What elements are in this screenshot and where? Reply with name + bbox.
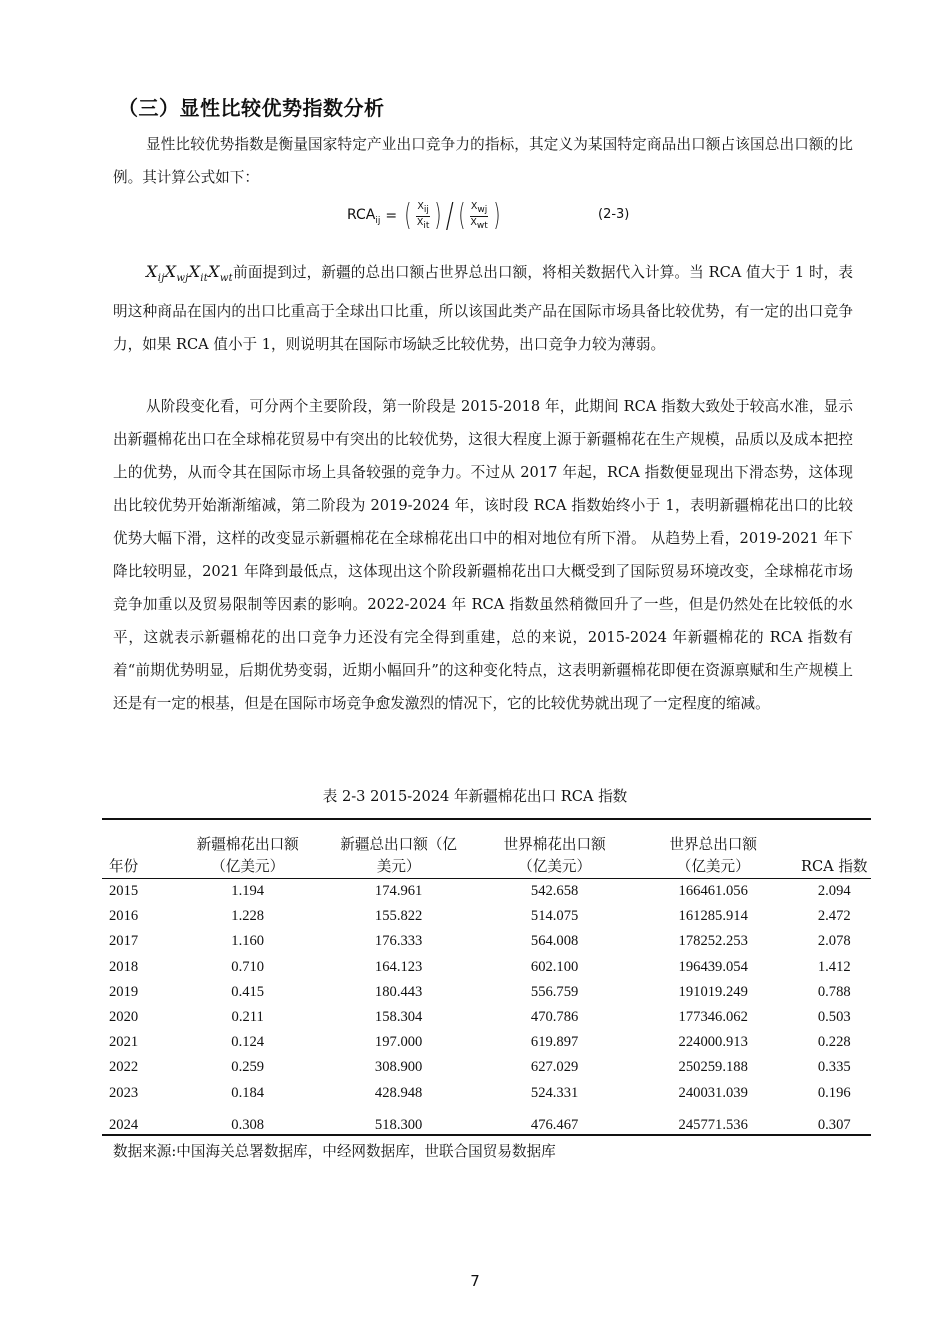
value-cell: 177346.062 — [678, 1009, 748, 1026]
value-cell: 619.897 — [530, 1034, 579, 1051]
value-cell: 542.658 — [530, 883, 579, 900]
table-header-cell — [102, 819, 178, 879]
formula-paren-open-1: ( — [404, 198, 412, 233]
table-header-cell — [798, 819, 871, 879]
value-cell: 524.331 — [530, 1084, 579, 1101]
table-caption: 表 2-3 2015-2024 年新疆棉花出口 RCA 指数 — [322, 788, 628, 805]
year-cell: 2024 — [102, 1106, 178, 1135]
formula-lhs: $RCA_{ij}$ — [347, 206, 381, 226]
value-cell: 428.948 — [374, 1084, 423, 1101]
value-cell: 2.472 — [817, 908, 851, 925]
formula-paren-close-1: ) — [434, 198, 442, 233]
value-cell: 1.228 — [231, 908, 265, 925]
value-cell: 158.304 — [374, 1009, 423, 1026]
value-cell: 0.308 — [178, 1106, 317, 1135]
year-cell: 2018 — [109, 958, 139, 975]
value-cell: 196439.054 — [678, 958, 748, 975]
table-source-note: 数据来源:中国海关总署数据库，中经网数据库，世联合国贸易数据库 — [113, 1143, 556, 1160]
value-cell: 0.124 — [231, 1034, 265, 1051]
value-cell: 564.008 — [530, 933, 579, 950]
value-cell: 240031.039 — [678, 1084, 748, 1101]
value-cell: 1.160 — [231, 933, 265, 950]
value-cell: 166461.056 — [678, 883, 748, 900]
header-line-2: RCA 指数 — [800, 858, 868, 875]
header-line-2: 美元） — [376, 858, 421, 875]
value-cell: 556.759 — [530, 983, 579, 1000]
table-row — [102, 955, 871, 980]
table-row — [102, 904, 871, 929]
header-line-1: 世界总出口额 — [669, 836, 757, 853]
equation-number: (2-3) — [598, 207, 630, 222]
paragraph-analysis: 从阶段变化看，可分两个主要阶段，第一阶段是 2015-2018 年，此期间 RCA 指数大致处于较高水准，显示出新疆棉花出口在全球棉花贸易中有突出的比较优势，这很大程度上源于新疆棉花在生产规模，品质以及成本把控上的优势，从而令其在国际市场上具备较强的竞争力。不过从 2017 年起，RCA 指数便显现出下滑态势，这体现出比较优势开始渐渐缩减，第二阶段为 2019-2024 年，该时段 RCA 指数始终小于 1，表明新疆棉花出口的比较优势大幅下滑，这样的改变显示新疆棉花在全球棉花出口中的相对地位有所下滑。 从趋势上看，2019-2021 年下降比较明显，2021 年降到最低点，这体现出这个阶段新疆棉花出口大概受到了国际贸易环境改变，全球棉花市场竞争加重以及贸易限制等因素的影响。2022-2024 年 RCA 指数虽然稍微回升了一些，但是仍然处在比较低的水平，这就表示新疆棉花的出口竞争力还没有完全得到重建，总的来说，2015-2024 年新疆棉花的 RCA 指数有着“前期优势明显，后期优势变弱，近期小幅回升”的这种变化特点，这表明新疆棉花即便在资源禀赋和生产规模上还是有一定的根基，但是在国际市场竞争愈发激烈的情况下，它的比较优势就出现了一定程度的缩减。 — [113, 398, 853, 712]
formula-fraction-2: $\frac{X_{wj}}{X_{wt}}$ — [470, 200, 488, 231]
value-cell: 250259.188 — [678, 1059, 748, 1076]
value-cell: 476.467 — [480, 1106, 629, 1135]
table-row — [102, 980, 871, 1005]
value-cell: 164.123 — [374, 958, 423, 975]
header-line-2: （亿美元） — [518, 858, 592, 875]
year-cell: 2020 — [109, 1009, 139, 1026]
value-cell: 178252.253 — [678, 933, 748, 950]
value-cell: 518.300 — [317, 1106, 480, 1135]
header-line-1: 世界棉花出口额 — [503, 836, 606, 853]
value-cell: 0.710 — [231, 958, 265, 975]
value-cell: 470.786 — [530, 1009, 579, 1026]
value-cell: 0.184 — [231, 1084, 265, 1101]
year-cell: 2023 — [109, 1084, 139, 1101]
value-cell: 308.900 — [374, 1059, 423, 1076]
value-cell: 0.307 — [798, 1106, 871, 1135]
formula-variables: $X_{ij}X_{wj}X_{it}X_{wt}$ — [146, 262, 233, 285]
value-cell: 0.788 — [817, 983, 851, 1000]
formula-paren-open-2: ( — [457, 198, 465, 233]
value-cell: 0.211 — [231, 1009, 264, 1026]
page-number: 7 — [470, 1272, 480, 1290]
value-cell: 161285.914 — [678, 908, 748, 925]
value-cell: 2.078 — [817, 933, 851, 950]
value-cell: 1.412 — [817, 958, 851, 975]
table-row — [102, 929, 871, 954]
year-cell: 2017 — [109, 933, 139, 950]
header-line-2: （亿美元） — [211, 858, 285, 875]
value-cell: 174.961 — [374, 883, 423, 900]
value-cell: 155.822 — [374, 908, 423, 925]
year-cell: 2015 — [109, 883, 139, 900]
value-cell: 602.100 — [530, 958, 579, 975]
rca-formula — [347, 196, 502, 236]
value-cell: 245771.536 — [629, 1106, 798, 1135]
value-cell: 191019.249 — [678, 983, 748, 1000]
table-header-row — [102, 819, 871, 879]
header-line-1: 新疆总出口额（亿 — [340, 836, 458, 853]
table-row — [102, 1005, 871, 1030]
table-row — [102, 1081, 871, 1106]
value-cell: 0.415 — [231, 983, 265, 1000]
table-header-cell — [178, 819, 317, 879]
value-cell: 2.094 — [817, 883, 851, 900]
formula-equals: = — [385, 208, 398, 224]
value-cell: 0.228 — [817, 1034, 851, 1051]
value-cell: 1.194 — [231, 883, 265, 900]
paragraph-definition: 显性比较优势指数是衡量国家特定产业出口竞争力的指标，其定义为某国特定商品出口额占该国总出口额的比例。其计算公式如下： — [113, 136, 853, 186]
value-cell: 197.000 — [374, 1034, 423, 1051]
formula-fraction-1: $\frac{X_{ij}}{X_{it}}$ — [416, 200, 430, 231]
value-cell: 176.333 — [374, 933, 423, 950]
table-header-cell — [629, 819, 798, 879]
value-cell: 0.335 — [817, 1059, 851, 1076]
value-cell: 627.029 — [530, 1059, 579, 1076]
year-cell: 2022 — [109, 1059, 139, 1076]
header-line-1: 新疆棉花出口额 — [196, 836, 299, 853]
rca-table — [102, 818, 871, 1136]
value-cell: 0.259 — [231, 1059, 265, 1076]
year-cell: 2016 — [109, 908, 139, 925]
table-header-cell — [480, 819, 629, 879]
table-row — [102, 1106, 871, 1135]
header-line-2: 年份 — [109, 858, 139, 875]
table-row — [102, 1030, 871, 1055]
value-cell: 0.196 — [817, 1084, 851, 1101]
value-cell: 514.075 — [530, 908, 579, 925]
value-cell: 224000.913 — [678, 1034, 748, 1051]
section-heading: （三）显性比较优势指数分析 — [118, 96, 385, 120]
year-cell: 2021 — [109, 1034, 139, 1051]
year-cell: 2019 — [109, 983, 139, 1000]
table-row — [102, 1055, 871, 1080]
paragraph-interpretation: $X_{ij}X_{wj}X_{it}X_{wt}$前面提到过，新疆的总出口额占世界总出口额，将相关数据代入计算。当 RCA 值大于 1 时，表明这种商品在国内的出口比重高于全球出口比重，所以该国此类产品在国际市场具备比较优势，有一定的出口竞争力，如果 RCA 值小于 1，则说明其在国际市场缺乏比较优势，出口竞争力较为薄弱。 — [113, 262, 853, 354]
value-cell: 0.503 — [817, 1009, 851, 1026]
value-cell: 180.443 — [374, 983, 423, 1000]
table-header-cell — [317, 819, 480, 879]
formula-paren-close-2: ) — [493, 198, 501, 233]
table-body — [102, 879, 871, 1135]
formula-division-slash: / — [445, 196, 454, 236]
table-row — [102, 879, 871, 905]
header-line-2: （亿美元） — [676, 858, 750, 875]
